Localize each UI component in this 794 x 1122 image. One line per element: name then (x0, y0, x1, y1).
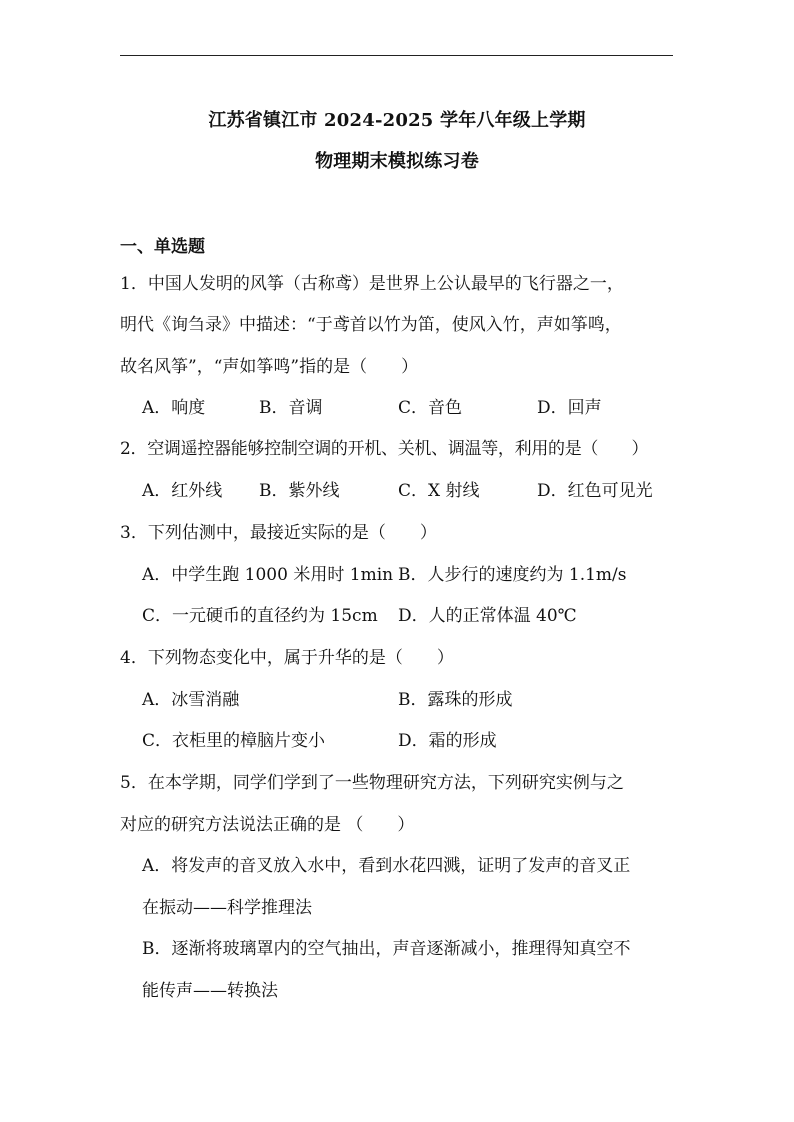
question-2-line-1: 2．空调遥控器能够控制空调的开机、关机、调温等，利用的是（ ） (120, 439, 649, 459)
exam-subtitle: 物理期末模拟练习卷 (315, 151, 479, 172)
question-3-option-b: B．人步行的速度约为 1.1m/s (398, 565, 627, 585)
question-5-option-a-line-2: 在振动——科学推理法 (142, 898, 312, 918)
question-3-option-a: A．中学生跑 1000 米用时 1min (142, 565, 394, 585)
question-2-option-d: D．红色可见光 (537, 481, 653, 501)
question-4-option-b: B．露珠的形成 (398, 690, 513, 710)
question-3-line-1: 3．下列估测中，最接近实际的是（ ） (120, 523, 437, 543)
exam-title: 江苏省镇江市 2024-2025 学年八年级上学期 (208, 110, 586, 131)
question-1-option-d: D．回声 (537, 398, 602, 418)
question-1-option-a: A．响度 (142, 398, 206, 418)
question-5-line-2: 对应的研究方法说法正确的是 （ ） (120, 815, 415, 835)
question-4-option-c: C．衣柜里的樟脑片变小 (142, 731, 326, 751)
question-1-line-1: 1．中国人发明的风筝（古称鸢）是世界上公认最早的飞行器之一， (120, 274, 624, 294)
question-1-option-c: C．音色 (398, 398, 463, 418)
question-4-option-d: D．霜的形成 (398, 731, 497, 751)
question-1-option-b: B．音调 (259, 398, 323, 418)
question-2-option-c: C．X 射线 (398, 481, 480, 501)
section-heading: 一、单选题 (120, 237, 205, 257)
question-5-option-a-line-1: A．将发声的音叉放入水中，看到水花四溅，证明了发声的音叉正 (142, 856, 631, 876)
question-5-option-b-line-2: 能传声——转换法 (142, 981, 278, 1001)
question-3-option-d: D．人的正常体温 40℃ (398, 606, 577, 626)
question-5-option-b-line-1: B．逐渐将玻璃罩内的空气抽出，声音逐渐减小，推理得知真空不 (142, 939, 631, 959)
question-3-option-c: C．一元硬币的直径约为 15cm (142, 606, 378, 626)
header-rule (120, 55, 673, 56)
question-1-line-2: 明代《询刍录》中描述：“于鸢首以竹为笛，使风入竹，声如筝鸣， (120, 315, 622, 335)
question-1-line-3: 故名风筝”，“声如筝鸣”指的是（ ） (120, 357, 419, 377)
question-2-option-a: A．红外线 (142, 481, 223, 501)
question-4-option-a: A．冰雪消融 (142, 690, 240, 710)
question-2-option-b: B．紫外线 (259, 481, 340, 501)
question-5-line-1: 5．在本学期，同学们学到了一些物理研究方法，下列研究实例与之 (120, 773, 624, 793)
question-4-line-1: 4．下列物态变化中，属于升华的是（ ） (120, 648, 454, 668)
